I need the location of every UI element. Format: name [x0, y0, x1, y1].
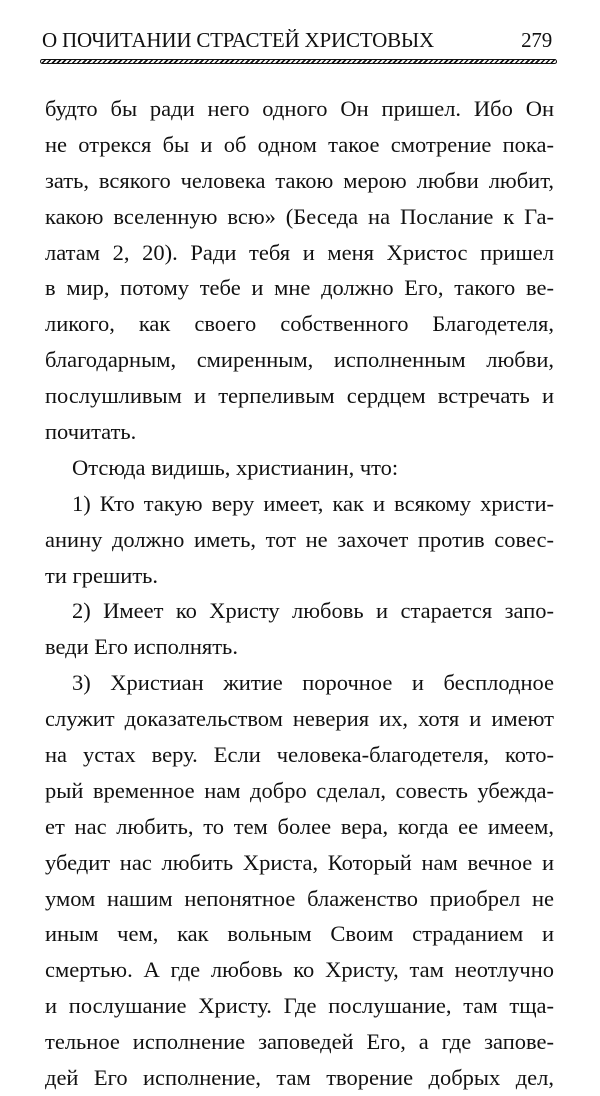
text-line: 3) Христиан житие порочное и бесплодное: [72, 670, 554, 696]
text-line: ет нас любить, то тем более вера, когда ее имеем,: [45, 813, 554, 839]
text-line: и послушание Христу. Где послушание, там тща-: [45, 993, 554, 1019]
text-line: дей Его исполнение, там творение добрых дел,: [45, 1065, 554, 1091]
text-line: анину должно иметь, тот не захочет против совес-: [45, 526, 554, 552]
text-line: какою вселенную всю» (Беседа на Послание к Га-: [45, 203, 554, 229]
text-line: рый временное нам добро сделал, совесть убежда-: [45, 777, 554, 803]
text-line: ликого, как своего собственного Благодетеля,: [45, 311, 554, 337]
text-line: веди Его исполнять.: [45, 634, 238, 660]
text-line: послушливым и терпеливым сердцем встречать и: [45, 383, 554, 409]
text-line: умом нашим непонятное блаженство приобрел не: [45, 885, 554, 911]
decorative-rope-rule: [40, 59, 557, 64]
text-line: иным чем, как вольным Своим страданием и: [45, 921, 554, 947]
text-line: ти грешить.: [45, 562, 159, 588]
text-line: в мир, потому тебе и мне должно Его, такого ве-: [45, 275, 554, 301]
text-line: не отрекся бы и об одном такое смотрение пока-: [45, 131, 554, 157]
text-line: тельное исполнение заповедей Его, а где запове-: [45, 1029, 554, 1055]
running-head: [42, 27, 556, 53]
text-line: на устах веру. Если человека-благодетеля, кото-: [45, 742, 554, 768]
text-line: смертью. А где любовь ко Христу, там неотлучно: [45, 957, 554, 983]
text-line: 1) Кто такую веру имеет, как и всякому христи-: [72, 490, 554, 516]
text-line: зать, всякого человека такою мерою любви любит,: [45, 167, 554, 193]
text-line: будто бы ради него одного Он пришел. Ибо Он: [45, 96, 554, 121]
page-number: 279: [521, 28, 552, 52]
text-line: 2) Имеет ко Христу любовь и старается запо-: [72, 598, 554, 624]
text-line: почитать.: [45, 419, 137, 445]
body-text: [45, 91, 554, 1096]
text-line: латам 2, 20). Ради тебя и меня Христос пришел: [45, 239, 554, 265]
text-line: благодарным, смиренным, исполненным любви,: [45, 347, 554, 373]
text-line: убедит нас любить Христа, Который нам вечное и: [45, 849, 554, 875]
text-line: служит доказательством неверия их, хотя и имеют: [45, 706, 554, 732]
text-line: Отсюда видишь, христианин, что:: [72, 454, 399, 480]
running-head-title: О ПОЧИТАНИИ СТРАСТЕЙ ХРИСТОВЫХ: [42, 28, 434, 52]
